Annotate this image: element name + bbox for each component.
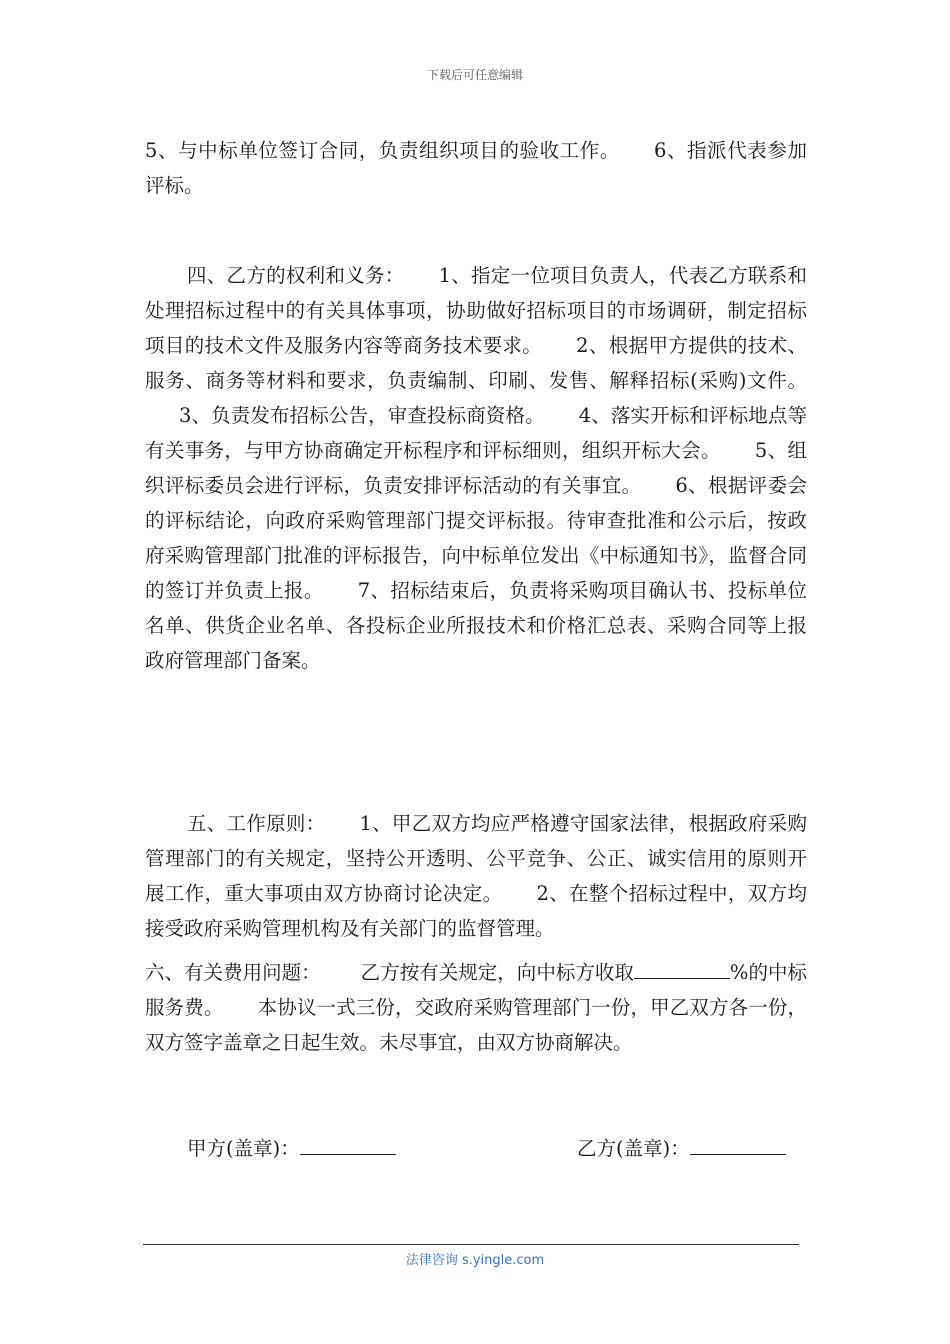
clause-b3: 3、负责发布招标公告，审查投标商资格。 xyxy=(179,404,545,427)
party-b-label: 乙方(盖章)： xyxy=(577,1137,690,1160)
party-b-signature-blank[interactable] xyxy=(690,1135,786,1155)
fee-clause: 乙方按有关规定，向中标方收取 xyxy=(360,961,634,984)
paragraph-party-b-rights xyxy=(145,258,807,678)
principle-2: 2、在整个招标过程中，双方均接受政府采购管理机构及有关部门的监督管理。 xyxy=(145,882,807,940)
paragraph-party-a-duties xyxy=(145,133,807,203)
section-heading-6: 六、有关费用问题： xyxy=(145,961,321,984)
clause-b5: 5、组织评标委员会进行评标，负责安排评标活动的有关事宜。 xyxy=(145,439,807,497)
party-a-signature xyxy=(187,1133,396,1161)
clause-b4: 4、落实开标和评标地点等有关事务，与甲方协商确定开标程序和评标细则，组织开标大会。 xyxy=(145,404,807,462)
party-a-label: 甲方(盖章)： xyxy=(187,1137,300,1160)
fee-clause-end: %的中标服务费。 xyxy=(145,961,807,1019)
clause-b1: 1、指定一位项目负责人，代表乙方联系和处理招标过程中的有关具体事项，协助做好招标项目的市场调研，制定招标项目的技术文件及服务内容等商务技术要求。 xyxy=(145,264,807,357)
clause-b7: 7、招标结束后，负责将采购项目确认书、投标单位名单、供货企业名单、各投标企业所报技术和价格汇总表、采购合同等上报政府管理部门备案。 xyxy=(145,579,807,672)
paragraph-fees xyxy=(145,955,807,1060)
party-b-signature xyxy=(577,1133,786,1161)
principle-1: 1、甲乙双方均应严格遵守国家法律，根据政府采购管理部门的有关规定，坚持公开透明、公平竞争、公正、诚实信用的原则开展工作，重大事项由双方协商讨论决定。 xyxy=(145,812,807,905)
clause-b2: 2、根据甲方提供的技术、服务、商务等材料和要求，负责编制、印刷、发售、解释招标(采购)文件。 xyxy=(145,334,807,392)
footer-link[interactable]: 法律咨询 s.yingle.com xyxy=(405,1253,545,1268)
fee-rate-blank[interactable] xyxy=(634,959,730,979)
section-heading-4: 四、乙方的权利和义务： xyxy=(187,264,405,287)
agreement-copies-clause: 本协议一式三份，交政府采购管理部门一份，甲乙双方各一份，双方签字盖章之日起生效。未尽事宜，由双方协商解决。 xyxy=(145,996,807,1054)
footer-divider xyxy=(143,1244,799,1245)
clause-5: 5、与中标单位签订合同，负责组织项目的验收工作。 xyxy=(145,139,620,162)
section-heading-5: 五、工作原则： xyxy=(187,812,326,835)
page-header: 下载后可任意编辑 xyxy=(426,68,523,82)
clause-6: 6、指派代表参加评标。 xyxy=(145,139,807,197)
party-a-signature-blank[interactable] xyxy=(300,1135,396,1155)
paragraph-work-principles xyxy=(145,806,807,946)
clause-b6: 6、根据评委会的评标结论，向政府采购管理部门提交评标报。待审查批准和公示后，按政府采购管理部门批准的评标报告，向中标单位发出《中标通知书》，监督合同的签订并负责上报。 xyxy=(145,474,807,602)
